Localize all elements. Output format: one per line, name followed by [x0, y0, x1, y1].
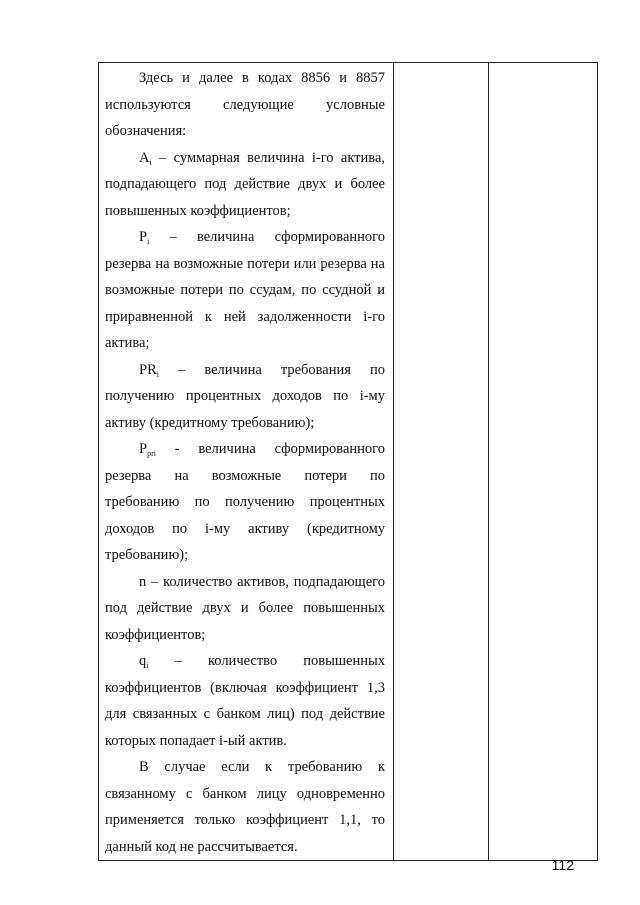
- intro-paragraph: Здесь и далее в кодах 8856 и 8857 используются следующие условные обозначения:: [105, 70, 385, 139]
- definition-symbol: PR: [139, 361, 157, 378]
- definition-subscript: i: [149, 157, 152, 167]
- table-row: [99, 63, 598, 861]
- definition-a: [105, 145, 385, 225]
- definition-subscript: pri: [147, 449, 156, 458]
- definition-text: – суммарная величина i-го актива, подпадающего под действие двух и более повышенных коэффициентов;: [105, 149, 385, 219]
- closing-paragraph: В случае если к требованию к связанному с банком лицу одновременно применяется только коэффициент 1,1, то данный код не рассчитывается.: [105, 759, 385, 855]
- definition-n: [105, 569, 385, 649]
- definition-symbol: n: [139, 573, 147, 590]
- definition-ppr: [105, 436, 385, 569]
- empty-cell: [394, 63, 489, 861]
- definition-text: – количество активов, подпадающего под действие двух и более повышенных коэффициентов;: [105, 573, 385, 643]
- definition-text: – количество повышенных коэффициентов (включая коэффициент 1,3 для связанных с банком лиц) под действие которых попадает i-ый актив.: [105, 653, 385, 749]
- definition-subscript: i: [147, 237, 150, 246]
- definition-symbol: q: [139, 653, 147, 669]
- page-number: 112: [551, 857, 574, 873]
- definition-text: - величина сформированного резерва на возможные потери по требованию по получению процентных доходов по i-му активу (кредитному требованию);: [105, 441, 385, 563]
- definition-text: – величина сформированного резерва на возможные потери или резерва на возможные потери по ссудам, по ссудной и приравненной к ней задолженности i-го актива;: [105, 229, 385, 351]
- definition-symbol: P: [139, 441, 148, 457]
- document-table: [98, 62, 598, 861]
- definition-q: [105, 648, 385, 754]
- definition-symbol: A: [139, 149, 150, 166]
- definition-symbol: P: [139, 229, 148, 245]
- text-cell: [99, 63, 394, 861]
- definition-text: – величина требования по получению процентных доходов по i-му активу (кредитному требованию);: [105, 361, 385, 431]
- definition-p: [105, 224, 385, 357]
- definition-subscript: i: [146, 661, 149, 670]
- definition-pr: [105, 357, 385, 437]
- definition-subscript: i: [156, 369, 159, 379]
- empty-cell: [489, 63, 598, 861]
